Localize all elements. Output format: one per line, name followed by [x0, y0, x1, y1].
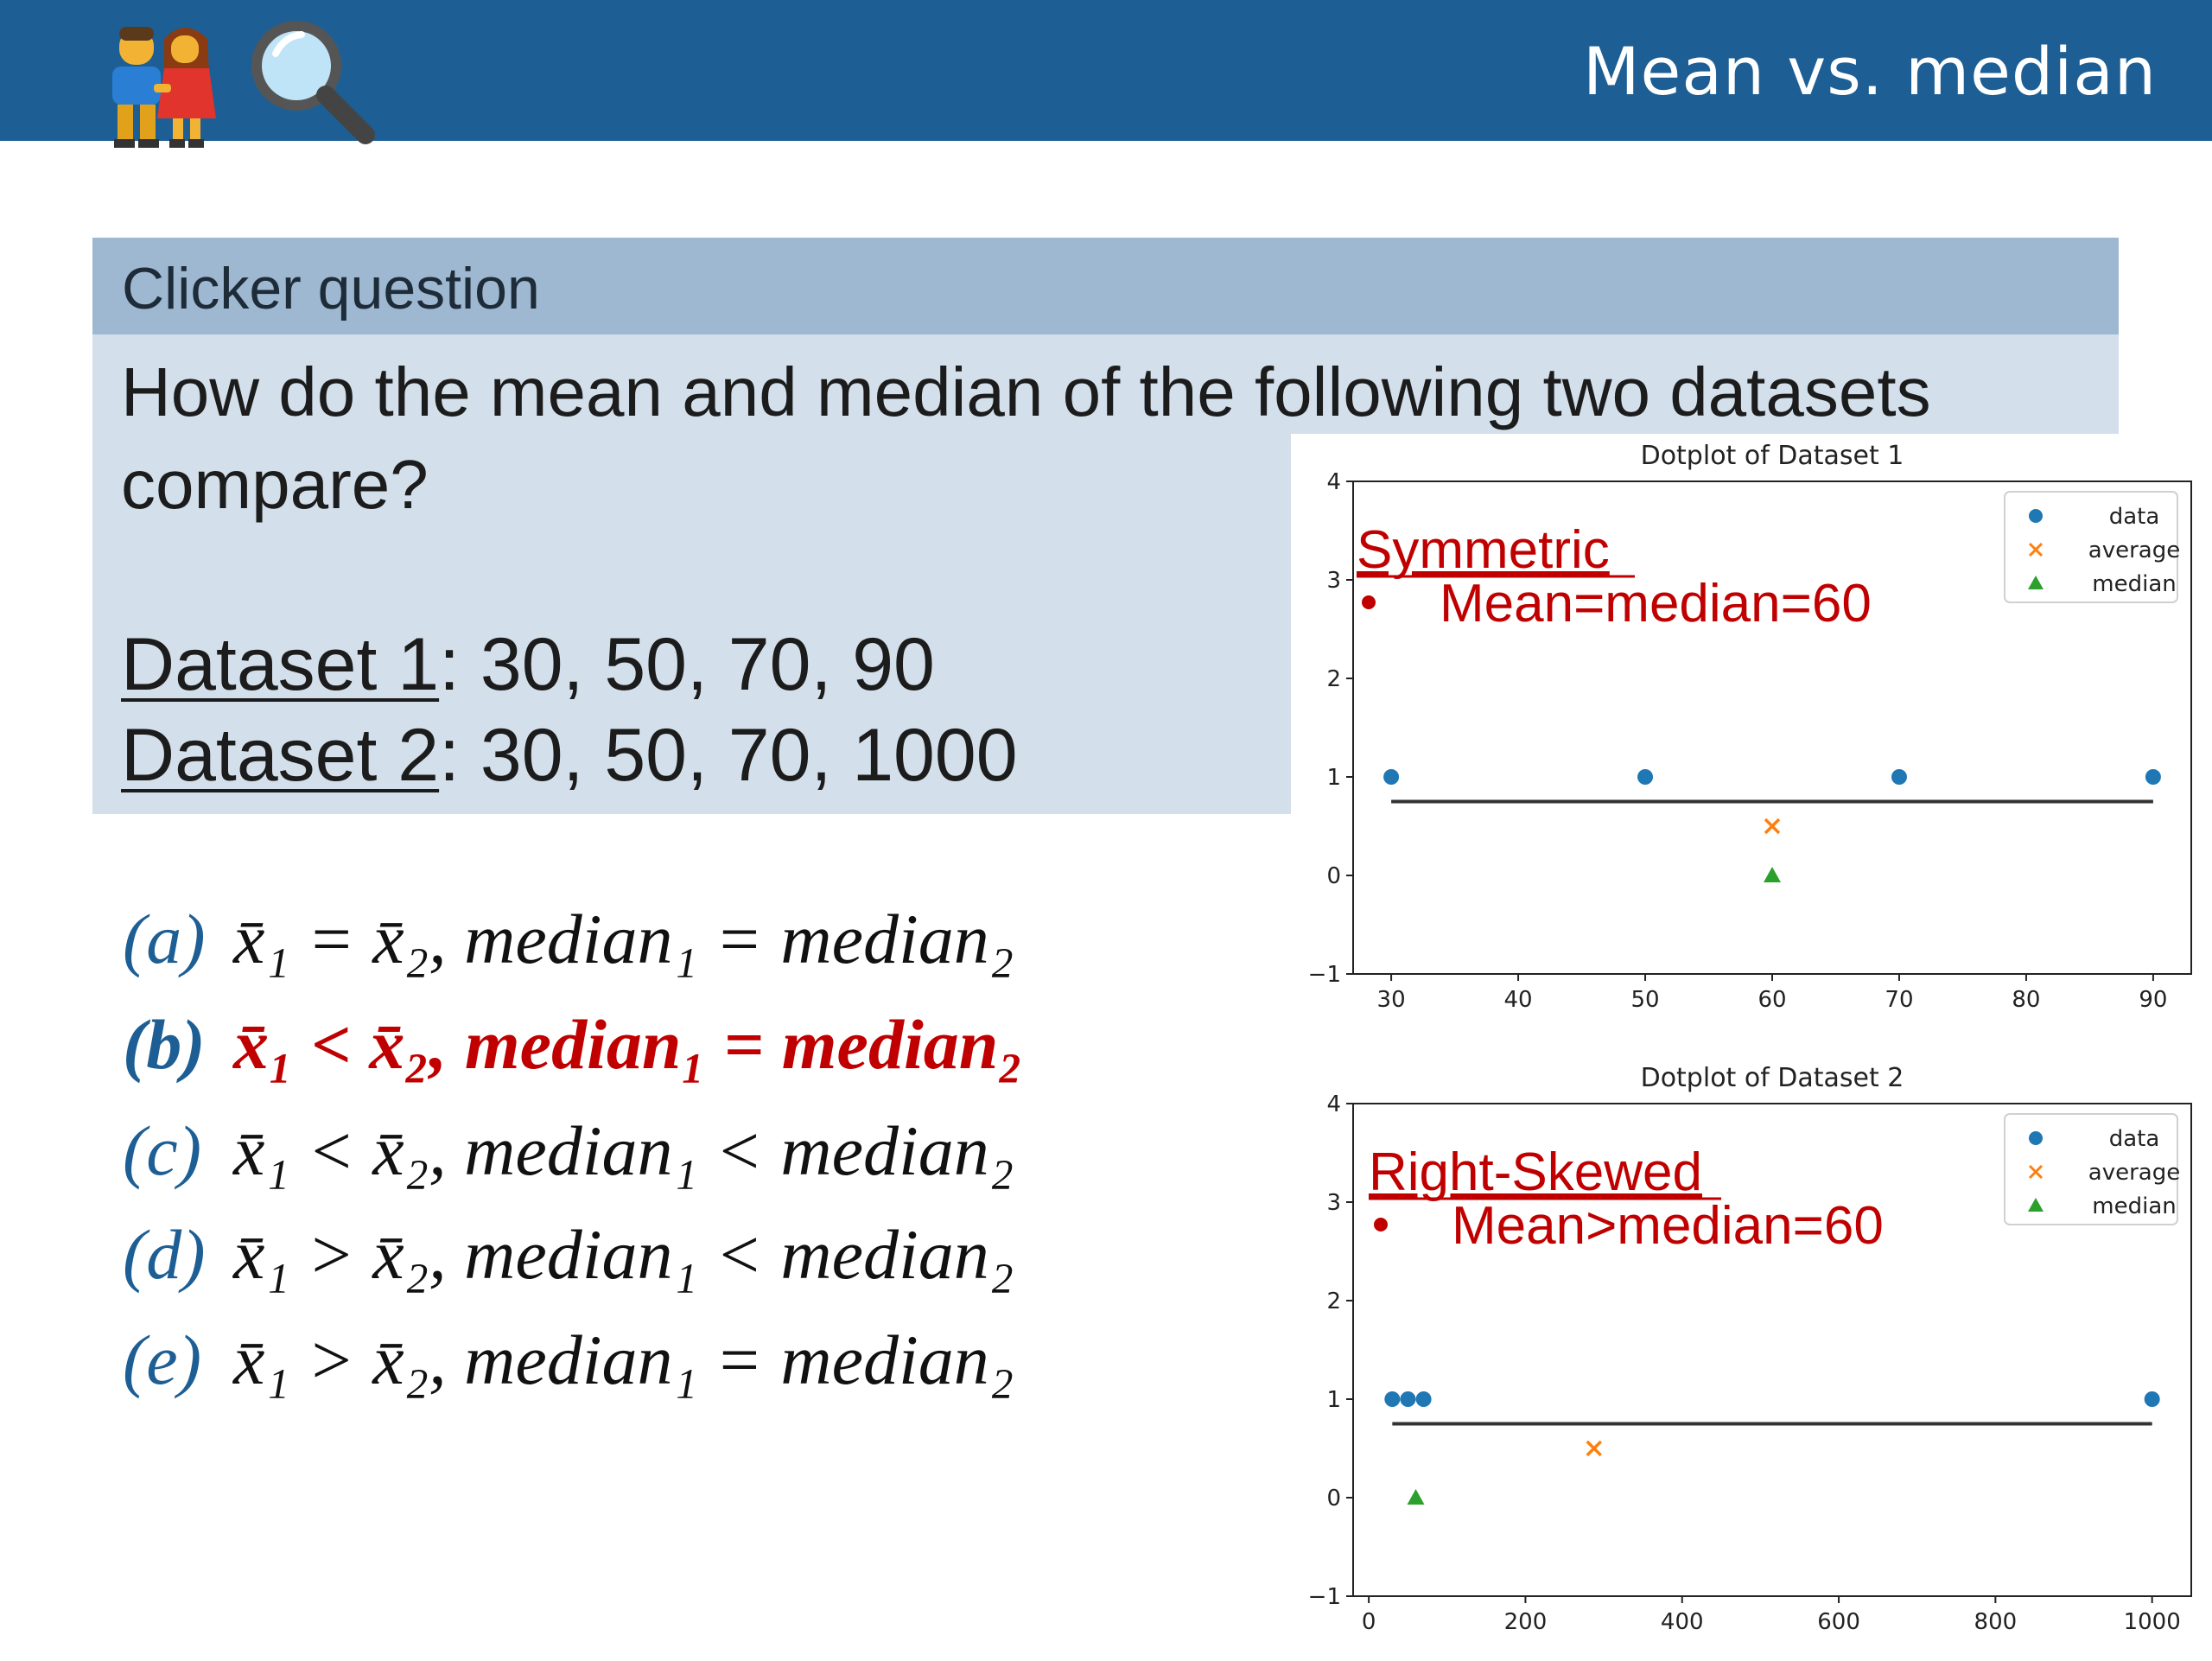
- y-tick-label: 0: [1326, 1486, 1341, 1511]
- option-text: x̄₁ < x̄₂, median₁ = median₂: [233, 1005, 1023, 1084]
- option-text: x̄₁ > x̄₂, median₁ = median₂: [233, 1321, 1014, 1399]
- y-tick-label: −1: [1307, 962, 1341, 988]
- question-text-line1: How do the mean and median of the following two datasets: [121, 353, 1931, 430]
- option-label: (b): [123, 1005, 206, 1084]
- legend-label: data: [2108, 1126, 2160, 1152]
- legend-label: average: [2088, 1160, 2181, 1186]
- legend-label: average: [2088, 538, 2181, 563]
- x-tick-label: 80: [2012, 987, 2041, 1013]
- annotation-bullet: [1374, 1218, 1388, 1231]
- data-point: [1383, 769, 1399, 785]
- annotation-text: Mean>median=60: [1452, 1196, 1884, 1256]
- data-point: [1891, 769, 1907, 785]
- page-title: Mean vs. median: [1582, 33, 2157, 110]
- magnifier-icon: [246, 16, 376, 145]
- x-tick-label: 800: [1974, 1609, 2018, 1635]
- x-tick-label: 200: [1503, 1609, 1548, 1635]
- annotation-bullet: [1362, 595, 1376, 609]
- data-point: [2145, 769, 2161, 785]
- chart-title: Dotplot of Dataset 2: [1640, 1063, 1904, 1093]
- y-tick-label: 0: [1326, 863, 1341, 889]
- y-tick-label: 4: [1326, 469, 1341, 495]
- legend-label: data: [2108, 504, 2160, 530]
- x-tick-label: 70: [1885, 987, 1914, 1013]
- clicker-heading-bar: [92, 238, 2119, 334]
- y-tick-label: 2: [1326, 1289, 1341, 1314]
- y-tick-label: 3: [1326, 1190, 1341, 1216]
- option-label: (e): [123, 1321, 202, 1399]
- data-point: [1416, 1391, 1432, 1407]
- answer-option-e[interactable]: [123, 1320, 1014, 1401]
- y-tick-label: 1: [1326, 765, 1341, 791]
- annotation-text: Mean=median=60: [1440, 574, 1872, 633]
- dataset-2-values: : 30, 50, 70, 1000: [439, 714, 1018, 797]
- y-tick-label: 4: [1326, 1091, 1341, 1117]
- option-label: (a): [123, 900, 206, 978]
- data-point: [1400, 1391, 1415, 1407]
- x-tick-label: 30: [1376, 987, 1406, 1013]
- couple-icon: [102, 22, 219, 150]
- x-tick-label: 600: [1817, 1609, 1860, 1635]
- x-tick-label: 50: [1630, 987, 1660, 1013]
- dataset-1-values: : 30, 50, 70, 90: [439, 623, 935, 706]
- option-text: x̄₁ = x̄₂, median₁ = median₂: [233, 900, 1014, 978]
- y-tick-label: 3: [1326, 568, 1341, 594]
- chart-title: Dotplot of Dataset 1: [1640, 441, 1904, 471]
- answer-option-d[interactable]: [123, 1214, 1014, 1295]
- dotplot-dataset-1: [1291, 434, 2212, 1021]
- option-label: (d): [123, 1215, 206, 1294]
- x-tick-label: 90: [2139, 987, 2168, 1013]
- dataset-1-label: Dataset 1: [121, 623, 440, 706]
- x-tick-label: 400: [1660, 1609, 1704, 1635]
- option-label: (c): [123, 1111, 202, 1190]
- y-tick-label: 2: [1326, 666, 1341, 692]
- legend-label: median: [2092, 571, 2177, 597]
- x-tick-label: 1000: [2123, 1609, 2181, 1635]
- answer-option-b[interactable]: [123, 1004, 1023, 1085]
- data-point: [1637, 769, 1653, 785]
- answer-option-a[interactable]: [123, 899, 1014, 980]
- dataset-2: [121, 713, 1018, 799]
- dotplot-dataset-2: [1291, 1056, 2212, 1644]
- dotplot-1-svg: [1291, 434, 2212, 1021]
- legend-label: median: [2092, 1193, 2177, 1219]
- answer-option-c[interactable]: [123, 1111, 1014, 1192]
- annotation-title: Right-Skewed: [1369, 1142, 1702, 1202]
- option-text: x̄₁ > x̄₂, median₁ < median₂: [233, 1215, 1014, 1294]
- x-tick-label: 0: [1361, 1609, 1376, 1635]
- data-point: [2145, 1391, 2160, 1407]
- x-tick-label: 40: [1503, 987, 1533, 1013]
- x-tick-label: 60: [1758, 987, 1787, 1013]
- data-point: [1384, 1391, 1400, 1407]
- legend-data-marker: [2029, 509, 2043, 523]
- dataset-1: [121, 622, 935, 708]
- y-tick-label: −1: [1307, 1584, 1341, 1610]
- annotation-title: Symmetric: [1357, 520, 1610, 580]
- y-tick-label: 1: [1326, 1387, 1341, 1413]
- legend-data-marker: [2029, 1131, 2043, 1145]
- option-text: x̄₁ < x̄₂, median₁ < median₂: [233, 1111, 1014, 1190]
- dotplot-2-svg: [1291, 1056, 2212, 1644]
- clicker-heading: Clicker question: [122, 256, 540, 321]
- question-text-line2: compare?: [121, 446, 429, 523]
- header-bar: [0, 0, 2212, 141]
- dataset-2-label: Dataset 2: [121, 714, 440, 797]
